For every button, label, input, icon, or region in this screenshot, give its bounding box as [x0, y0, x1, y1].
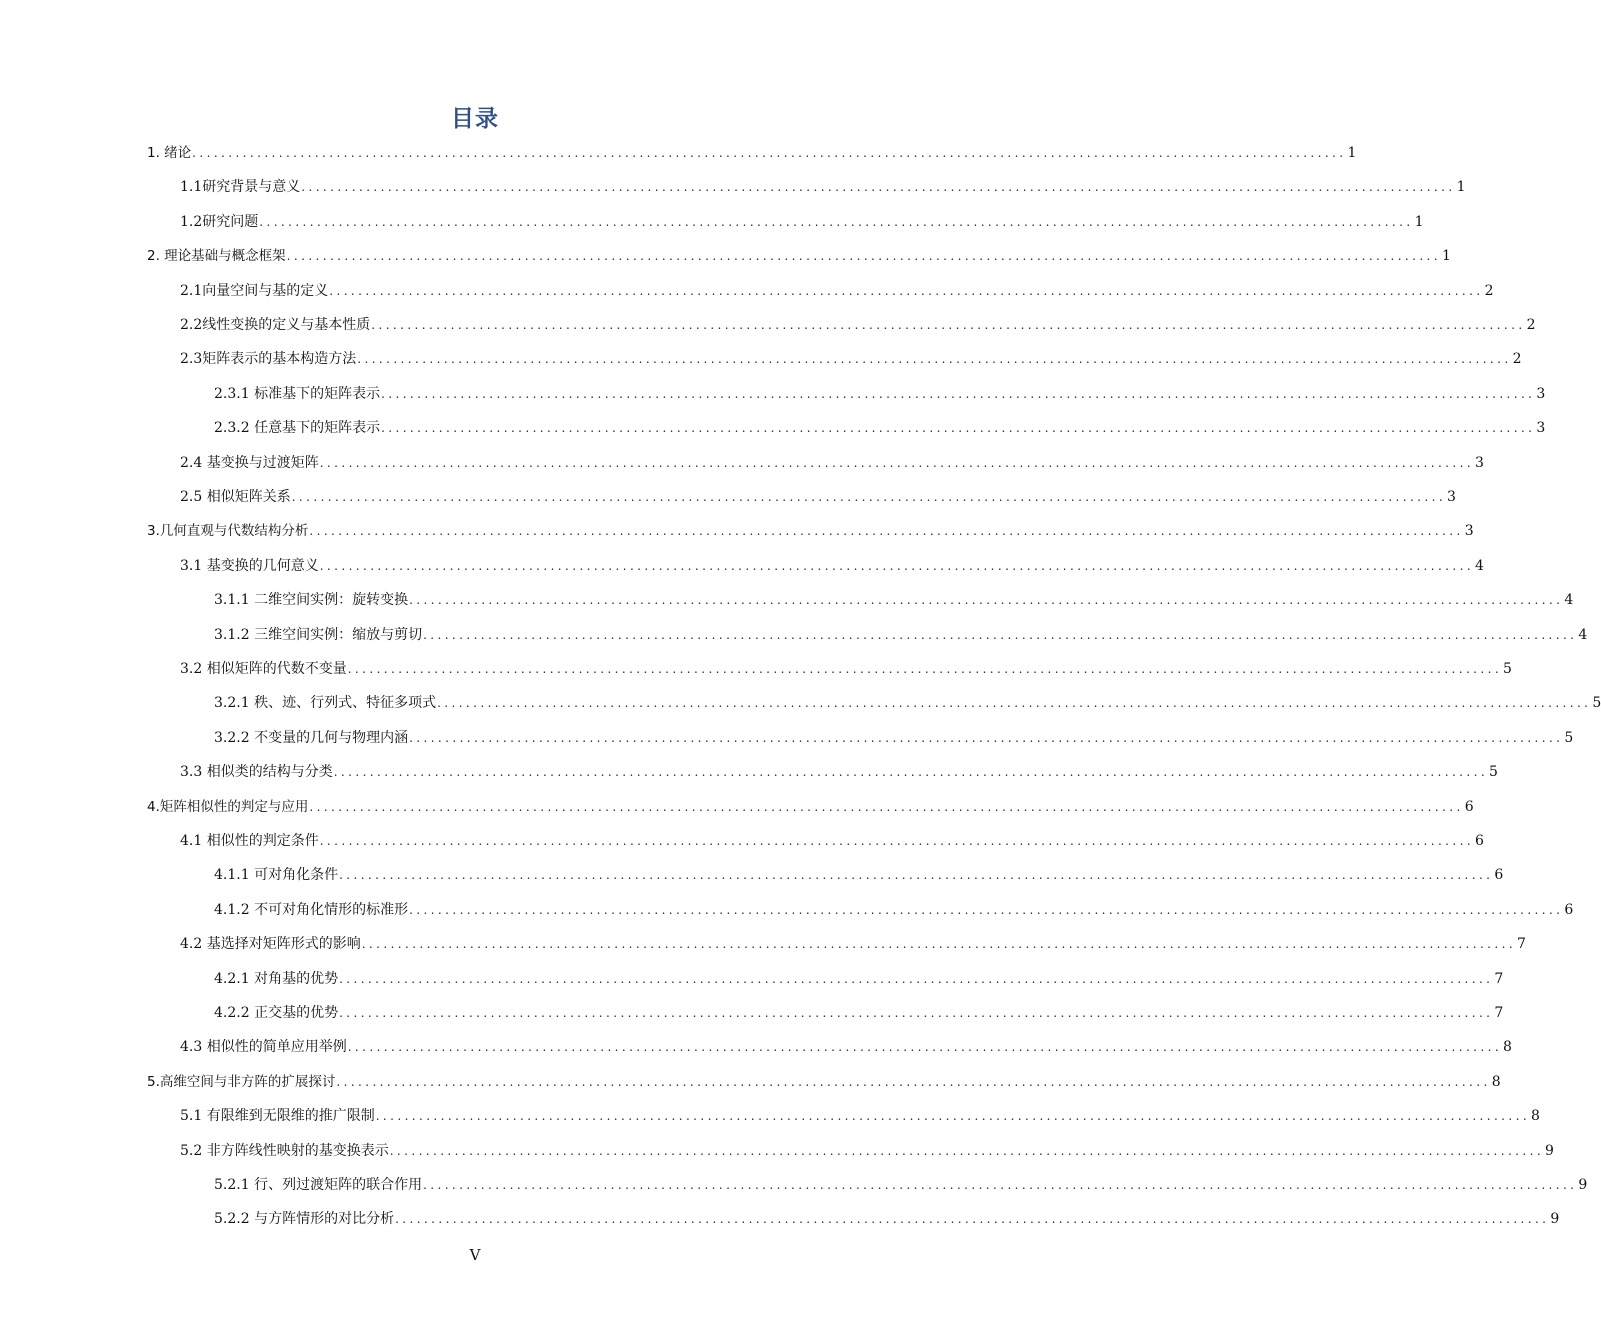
toc-dot-leader: ................................................................................................................................................................ [423, 628, 1578, 642]
toc-dot-leader: ................................................................................................................................................................ [309, 524, 1464, 538]
toc-entry[interactable] [180, 278, 1494, 300]
toc-entry[interactable] [180, 1103, 1540, 1125]
toc-dot-leader: ................................................................................................................................................................ [319, 456, 1475, 470]
toc-dot-leader: ................................................................................................................................................................ [339, 1006, 1494, 1020]
toc-dot-leader: ................................................................................................................................................................ [423, 1178, 1578, 1192]
toc-dot-leader: ................................................................................................................................................................ [339, 868, 1494, 882]
toc-dot-leader: ................................................................................................................................................................ [339, 972, 1494, 986]
toc-entry[interactable] [214, 415, 1546, 437]
toc-dot-leader: ................................................................................................................................................................ [409, 903, 1564, 917]
toc-entry-label: 3.1.1 二维空间实例：旋转变换 [214, 592, 409, 608]
toc-entry-label: 5.2.2 与方阵情形的对比分析 [214, 1211, 395, 1227]
toc-entry[interactable] [180, 656, 1512, 678]
toc-dot-leader: ................................................................................................................................................................ [286, 249, 1441, 263]
toc-entry-page: 4 [1564, 592, 1574, 608]
toc-entry-page: 6 [1494, 867, 1504, 883]
toc-entry-label: 3.1.2 三维空间实例：缩放与剪切 [214, 627, 423, 643]
toc-entry-label: 2.5 相似矩阵关系 [180, 489, 291, 505]
toc-dot-leader: ................................................................................................................................................................ [409, 731, 1564, 745]
toc-dot-leader: ................................................................................................................................................................ [309, 800, 1464, 814]
toc-entry-page: 6 [1564, 902, 1574, 918]
toc-entry[interactable] [180, 759, 1498, 781]
toc-entry[interactable] [147, 140, 1357, 162]
toc-entry-label: 3.3 相似类的结构与分类 [180, 764, 333, 780]
toc-entry[interactable] [214, 897, 1574, 919]
toc-dot-leader: ................................................................................................................................................................ [336, 1075, 1491, 1089]
toc-entry[interactable] [214, 725, 1574, 747]
toc-entry-page: 2 [1484, 283, 1494, 299]
toc-entry-page: 1 [1456, 179, 1466, 195]
toc-entry-page: 8 [1531, 1108, 1540, 1124]
toc-entry-page: 3 [1475, 455, 1484, 471]
toc-entry[interactable] [180, 828, 1484, 850]
toc-entry[interactable] [214, 966, 1504, 988]
toc-entry-page: 5 [1503, 661, 1512, 677]
toc-entry-label: 1. 绪论 [147, 145, 192, 161]
toc-entry-label: 4.1 相似性的判定条件 [180, 833, 319, 849]
toc-entry-label: 5.2.1 行、列过渡矩阵的联合作用 [214, 1177, 423, 1193]
toc-entry[interactable] [180, 450, 1484, 472]
toc-entry[interactable] [214, 587, 1574, 609]
toc-entry-page: 8 [1491, 1074, 1501, 1090]
toc-entry[interactable] [147, 518, 1474, 540]
toc-entry-page: 2 [1512, 351, 1522, 367]
toc-entry[interactable] [214, 1206, 1560, 1228]
toc-entry-page: 5 [1592, 695, 1601, 711]
toc-entry-page: 9 [1578, 1177, 1588, 1193]
toc-dot-leader: ................................................................................................................................................................ [371, 318, 1526, 332]
toc-entry-label: 3.1 基变换的几何意义 [180, 558, 319, 574]
toc-entry[interactable] [180, 312, 1536, 334]
toc-entry-label: 2.2线性变换的定义与基本性质 [180, 317, 371, 333]
toc-entry-page: 2 [1526, 317, 1536, 333]
toc-dot-leader: ................................................................................................................................................................ [347, 1040, 1503, 1054]
toc-entry[interactable] [180, 174, 1466, 196]
toc-entry-label: 4.1.2 不可对角化情形的标准形 [214, 902, 409, 918]
toc-entry[interactable] [214, 622, 1588, 644]
toc-dot-leader: ................................................................................................................................................................ [357, 352, 1512, 366]
toc-entry[interactable] [214, 690, 1601, 712]
toc-entry[interactable] [214, 1000, 1504, 1022]
toc-entry-page: 5 [1564, 730, 1574, 746]
toc-entry-page: 1 [1414, 214, 1424, 230]
toc-entry-label: 3.2.1 秩、迹、行列式、特征多项式 [214, 695, 437, 711]
toc-entry-label: 2.3.1 标准基下的矩阵表示 [214, 386, 381, 402]
toc-entry[interactable] [180, 1034, 1512, 1056]
toc-entry-label: 5.2 非方阵线性映射的基变换表示 [180, 1143, 389, 1159]
toc-entry[interactable] [180, 346, 1522, 368]
toc-dot-leader: ................................................................................................................................................................ [437, 696, 1592, 710]
toc-entry-page: 3 [1447, 489, 1456, 505]
toc-entry[interactable] [214, 381, 1546, 403]
toc-entry-label: 5.高维空间与非方阵的扩展探讨 [147, 1074, 336, 1090]
toc-entry[interactable] [180, 931, 1526, 953]
toc-dot-leader: ................................................................................................................................................................ [192, 146, 1347, 160]
toc-dot-leader: ................................................................................................................................................................ [361, 937, 1517, 951]
toc-entry[interactable] [147, 243, 1451, 265]
toc-entry[interactable] [214, 1172, 1588, 1194]
toc-entry[interactable] [214, 862, 1504, 884]
toc-entry-page: 6 [1475, 833, 1484, 849]
toc-entry-page: 8 [1503, 1039, 1512, 1055]
toc-entry-label: 4.2.2 正交基的优势 [214, 1005, 339, 1021]
toc-entry-label: 4.1.1 可对角化条件 [214, 867, 339, 883]
toc-entry-page: 9 [1545, 1143, 1554, 1159]
toc-entry-page: 5 [1489, 764, 1498, 780]
toc-entry[interactable] [180, 209, 1424, 231]
toc-entry-page: 7 [1517, 936, 1526, 952]
toc-dot-leader: ................................................................................................................................................................ [375, 1109, 1531, 1123]
toc-dot-leader: ................................................................................................................................................................ [395, 1212, 1550, 1226]
toc-dot-leader: ................................................................................................................................................................ [291, 490, 1447, 504]
toc-entry-page: 3 [1536, 386, 1546, 402]
toc-entry[interactable] [147, 1069, 1501, 1091]
toc-entry-page: 7 [1494, 971, 1504, 987]
toc-entry-page: 4 [1475, 558, 1484, 574]
toc-dot-leader: ................................................................................................................................................................ [381, 421, 1536, 435]
toc-dot-leader: ................................................................................................................................................................ [319, 834, 1475, 848]
toc-entry-label: 4.2 基选择对矩阵形式的影响 [180, 936, 361, 952]
toc-dot-leader: ................................................................................................................................................................ [259, 215, 1414, 229]
toc-dot-leader: ................................................................................................................................................................ [319, 559, 1475, 573]
toc-entry-label: 3.2 相似矩阵的代数不变量 [180, 661, 347, 677]
toc-entry[interactable] [180, 553, 1484, 575]
toc-entry-label: 4.2.1 对角基的优势 [214, 971, 339, 987]
toc-dot-leader: ................................................................................................................................................................ [301, 180, 1456, 194]
toc-title: 目录 [451, 106, 499, 132]
toc-entry-label: 2. 理论基础与概念框架 [147, 248, 286, 264]
toc-entry-page: 1 [1347, 145, 1357, 161]
toc-entry-page: 7 [1494, 1005, 1504, 1021]
toc-entry-label: 5.1 有限维到无限维的推广限制 [180, 1108, 375, 1124]
page-number: V [469, 1246, 481, 1264]
toc-entry-label: 1.2研究问题 [180, 214, 259, 230]
toc-entry-label: 2.1向量空间与基的定义 [180, 283, 329, 299]
toc-dot-leader: ................................................................................................................................................................ [329, 284, 1484, 298]
toc-entry[interactable] [180, 484, 1456, 506]
toc-entry-label: 3.2.2 不变量的几何与物理内涵 [214, 730, 409, 746]
toc-entry-page: 9 [1550, 1211, 1560, 1227]
toc-entry-page: 1 [1441, 248, 1451, 264]
toc-entry-label: 3.几何直观与代数结构分析 [147, 523, 309, 539]
toc-entry-label: 1.1研究背景与意义 [180, 179, 301, 195]
toc-entry-label: 2.3.2 任意基下的矩阵表示 [214, 420, 381, 436]
toc-dot-leader: ................................................................................................................................................................ [389, 1144, 1545, 1158]
toc-dot-leader: ................................................................................................................................................................ [409, 593, 1564, 607]
toc-entry-label: 2.3矩阵表示的基本构造方法 [180, 351, 357, 367]
toc-entry-label: 2.4 基变换与过渡矩阵 [180, 455, 319, 471]
toc-entry-label: 4.3 相似性的简单应用举例 [180, 1039, 347, 1055]
toc-entry[interactable] [147, 794, 1474, 816]
toc-entry-page: 6 [1464, 799, 1474, 815]
toc-dot-leader: ................................................................................................................................................................ [333, 765, 1489, 779]
toc-entry-page: 4 [1578, 627, 1588, 643]
toc-entry-page: 3 [1536, 420, 1546, 436]
toc-entry[interactable] [180, 1138, 1554, 1160]
toc-dot-leader: ................................................................................................................................................................ [347, 662, 1503, 676]
toc-entry-page: 3 [1464, 523, 1474, 539]
toc-dot-leader: ................................................................................................................................................................ [381, 387, 1536, 401]
toc-entry-label: 4.矩阵相似性的判定与应用 [147, 799, 309, 815]
